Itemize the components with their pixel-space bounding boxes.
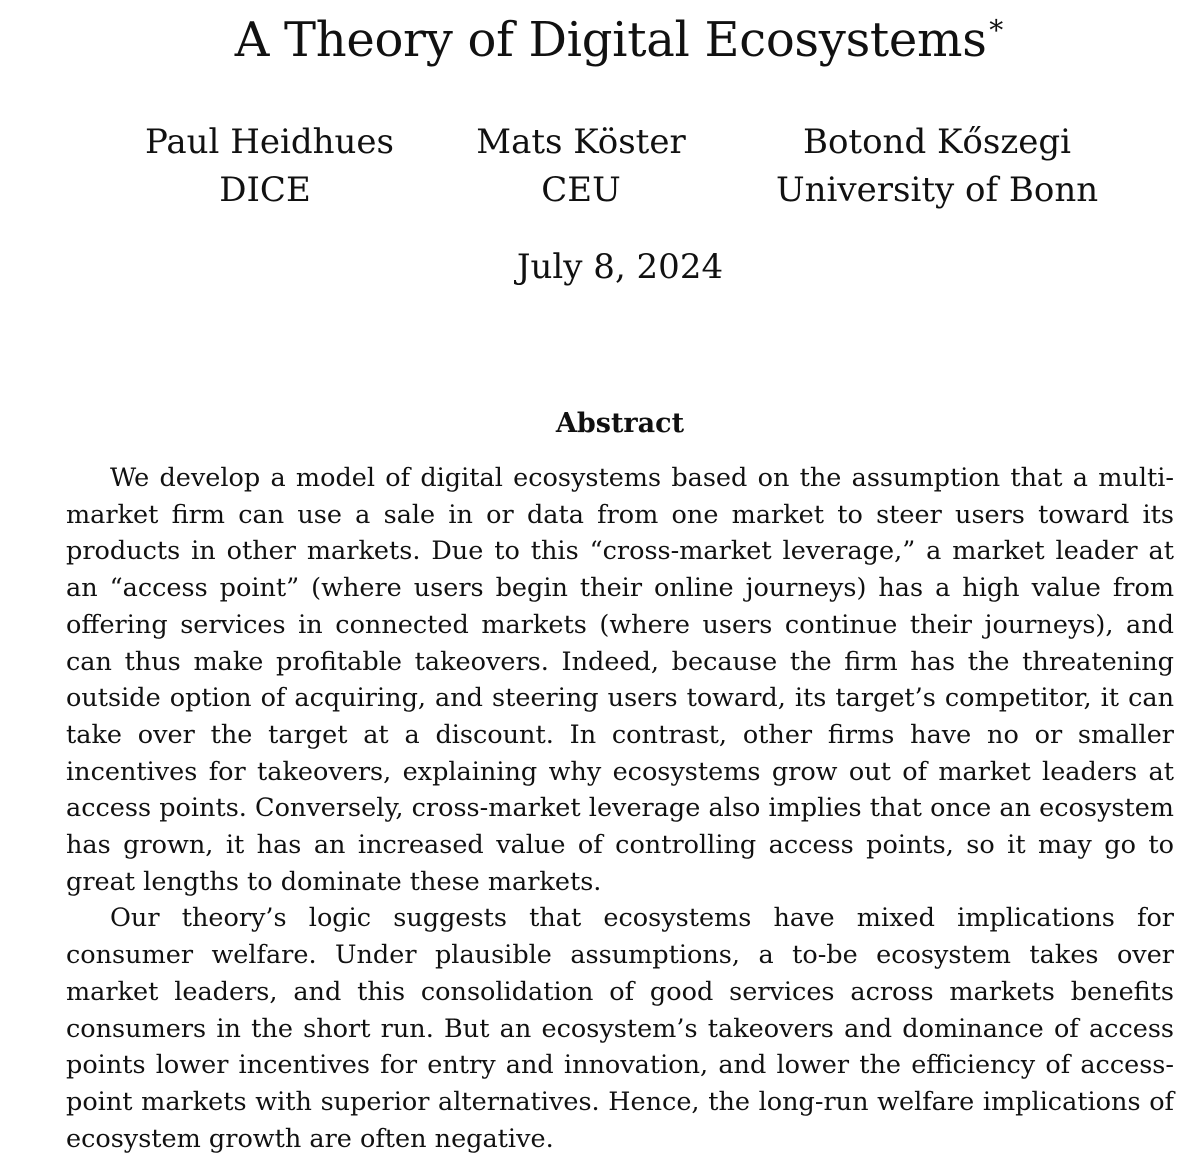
author-name: Mats Köster xyxy=(476,122,686,162)
author-affiliation: University of Bonn xyxy=(776,170,1099,210)
abstract-heading: Abstract xyxy=(555,408,685,439)
abstract-body xyxy=(66,460,1174,1157)
author-koster xyxy=(470,118,692,214)
author-heidhues xyxy=(145,118,394,214)
abstract-paragraph-2: Our theory’s logic suggests that ecosystems have mixed implications for consumer welfare. Under plausible assumptions, a to-be ecosystem takes over market leaders, and this consolidation of good services across markets benefits consumers in the short run. But an ecosystem’s takeovers and dominance of access points lower incentives for entry and innovation, and lower the efficiency of access-point markets with superior alternatives. Hence, the long-run welfare implications of ecosystem growth are often negative. xyxy=(66,903,1174,1154)
author-name: Paul Heidhues xyxy=(145,122,394,162)
author-affiliation: DICE xyxy=(219,170,311,210)
author-name: Botond Kőszegi xyxy=(802,122,1072,162)
title-footnote-mark: ∗ xyxy=(986,8,1006,41)
paper-title xyxy=(0,6,1200,74)
author-block xyxy=(0,118,1200,218)
paper-title-text: A Theory of Digital Ecosystems xyxy=(234,12,987,68)
abstract-paragraph-1: We develop a model of digital ecosystems based on the assumption that a multi-market firm can use a sale in or data from one market to steer users toward its products in other markets. Due to this “cross-market leverage,” a market leader at an “access point” (where users begin their online journeys) has a high value from offering services in connected markets (where users continue their journeys), and can thus make profitable takeovers. Indeed, because the firm has the threatening outside option of acquiring, and steering users toward, its target’s competitor, it can take over the target at a discount. In contrast, other firms have no or smaller incentives for takeovers, explaining why ecosystems grow out of market leaders at access points. Conversely, cross-market leverage also implies that once an ecosystem has grown, it has an increased value of controlling access points, so it may go to great lengths to dominate these markets. xyxy=(66,463,1174,897)
author-affiliation: CEU xyxy=(541,170,621,210)
author-koszegi xyxy=(776,118,1098,214)
paper-date: July 8, 2024 xyxy=(516,247,724,287)
